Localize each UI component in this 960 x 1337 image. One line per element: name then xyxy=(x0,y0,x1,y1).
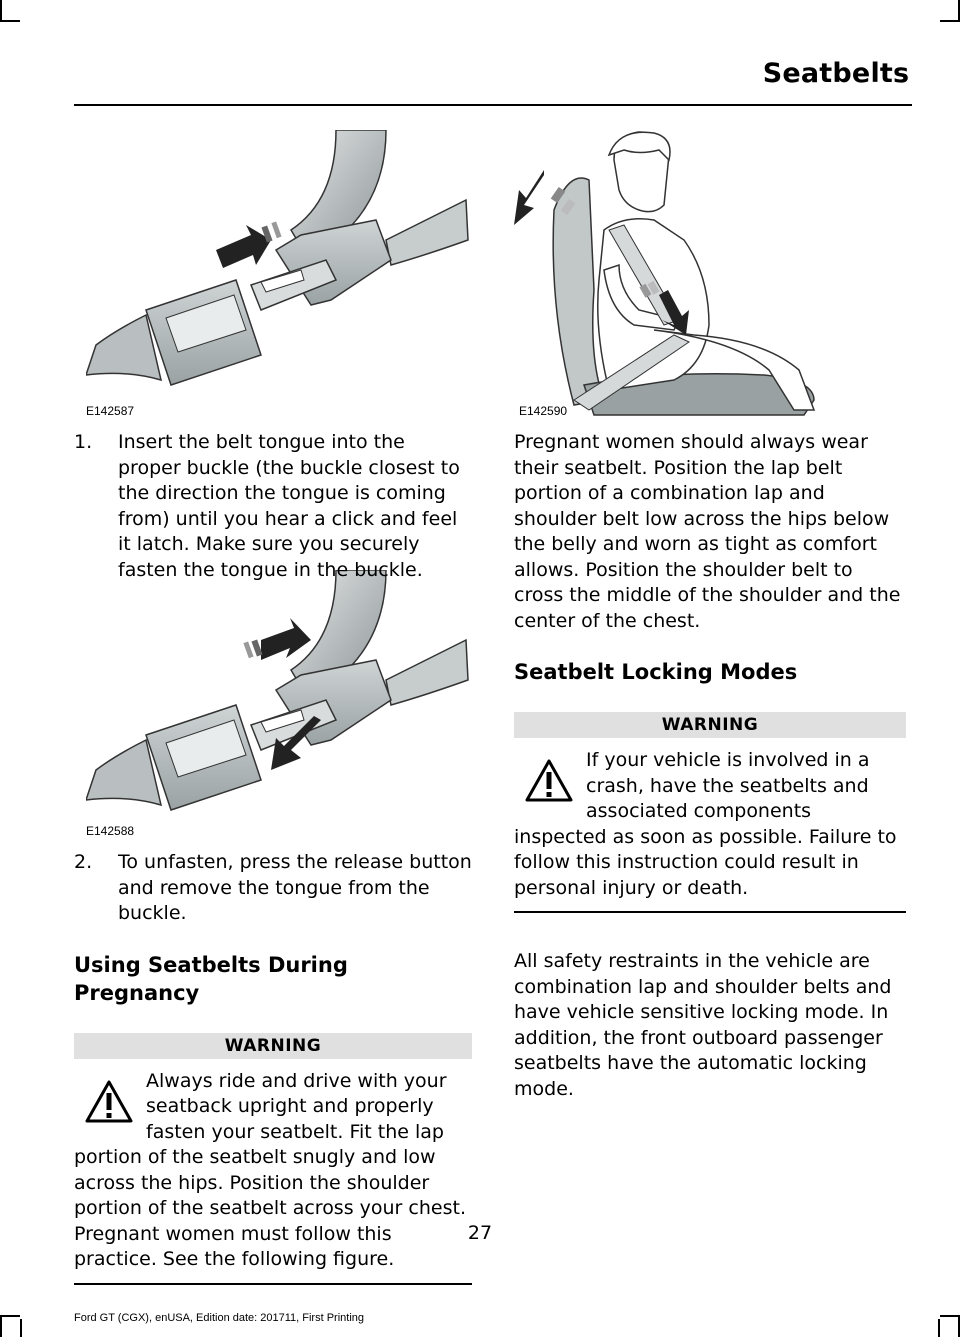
figure-buckle-insert xyxy=(86,130,470,420)
crop-mark-bottom-right-inner xyxy=(938,1319,940,1337)
warning-text: If your vehicle is involved in a crash, have the seatbelts and associated components inspected as soon as possible. Failure to follow this instruction could result in personal injury or death. xyxy=(514,749,897,899)
figure-id: E142587 xyxy=(86,404,135,418)
restraints-paragraph: All safety restraints in the vehicle are combination lap and shoulder belts and have vehicle sensitive locking mode. In addition, the front outboard passenger seatbelts have the automatic locking mode. xyxy=(514,950,892,1100)
warning-divider xyxy=(74,1283,472,1285)
warning-divider xyxy=(514,911,906,913)
step-2 xyxy=(74,850,472,927)
buckle-release-illustration xyxy=(86,570,470,840)
warning-text: Always ride and drive with your seatback upright and properly fasten your seatbelt. Fit the lap portion of the seatbelt snugly and low across the hips. Position the shoulder portion of the seatbelt across your chest. Pregnant women must follow this practice. See the following figure. xyxy=(74,1069,466,1270)
section-heading-pregnancy: Using Seatbelts During Pregnancy xyxy=(74,952,348,1005)
crop-mark-top-right xyxy=(940,20,960,22)
header-divider xyxy=(74,104,912,106)
section-heading-locking-modes: Seatbelt Locking Modes xyxy=(514,660,798,684)
crop-mark-bottom-left-inner xyxy=(20,1319,22,1337)
pregnant-seatbelt-illustration xyxy=(514,130,906,420)
figure-id: E142590 xyxy=(519,404,568,418)
warning-box xyxy=(74,1033,472,1285)
crop-mark-bottom-right xyxy=(940,1315,960,1317)
step-number: 1. xyxy=(74,431,93,453)
crop-mark-bottom-left xyxy=(0,1315,2,1337)
warning-box xyxy=(514,712,906,913)
figure-id: E142588 xyxy=(86,824,135,838)
crop-mark-top-left xyxy=(0,0,2,22)
crop-mark-top-left xyxy=(0,20,20,22)
footer-edition: Ford GT (CGX), enUSA, Edition date: 201711, First Printing xyxy=(74,1312,364,1324)
warning-triangle-icon xyxy=(524,758,574,804)
step-text: To unfasten, press the release button and remove the tongue from the buckle. xyxy=(118,851,472,924)
right-column xyxy=(514,430,906,1102)
page-title: Seatbelts xyxy=(762,58,910,89)
buckle-insert-illustration xyxy=(86,130,470,420)
warning-label: WARNING xyxy=(514,712,906,738)
step-number: 2. xyxy=(74,851,93,873)
left-lower-column xyxy=(74,850,472,1285)
warning-triangle-icon xyxy=(84,1079,134,1125)
crop-mark-bottom-left xyxy=(0,1315,20,1317)
figure-pregnant-seatbelt xyxy=(514,130,906,420)
warning-label: WARNING xyxy=(74,1033,472,1059)
step-1 xyxy=(74,430,472,583)
step-text: Insert the belt tongue into the proper buckle (the buckle closest to the direction the tongue is coming from) until you hear a click and feel it latch. Make sure you securely fasten the tongue in the buckle. xyxy=(118,431,460,581)
page-number: 27 xyxy=(467,1222,493,1244)
figure-buckle-release xyxy=(86,570,470,840)
pregnancy-paragraph: Pregnant women should always wear their seatbelt. Position the lap belt portion of a combination lap and shoulder belt low across the hips below the belly and worn as tight as comfort allows. Position the shoulder belt to cross the middle of the shoulder and the center of the chest. xyxy=(514,431,901,632)
